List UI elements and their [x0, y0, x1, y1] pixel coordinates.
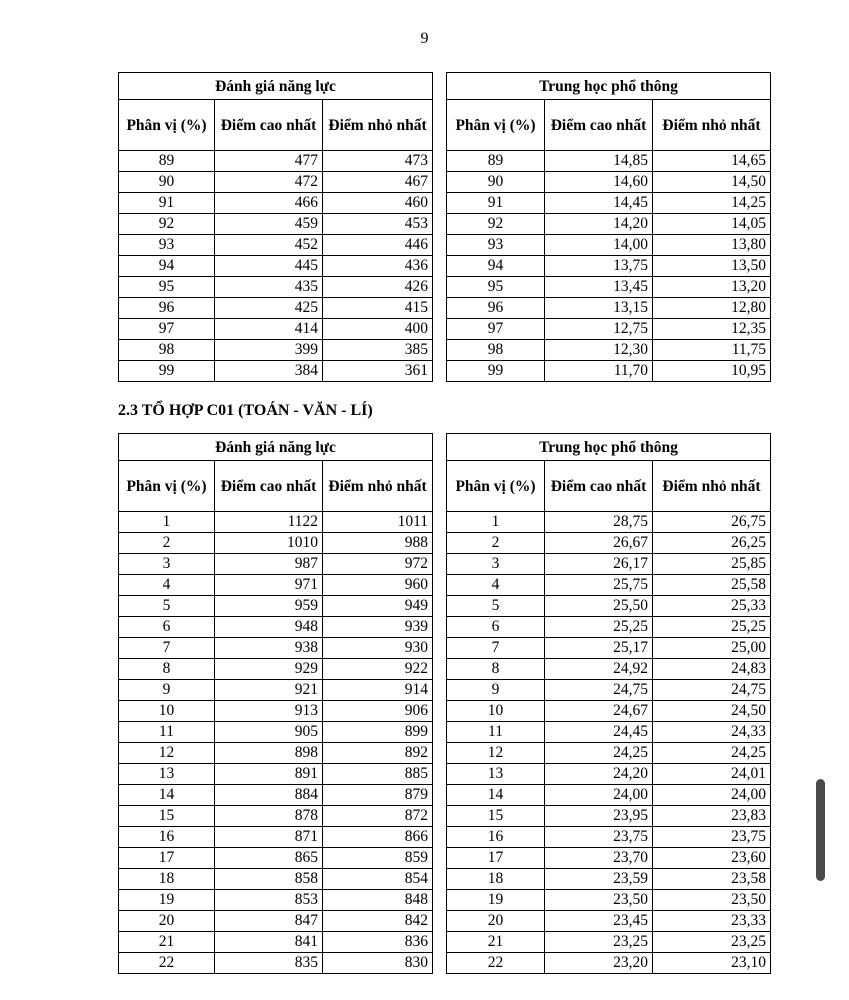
percentile-cell: 21 [447, 932, 545, 953]
min-score-cell: 26,75 [653, 512, 771, 533]
min-score-cell: 14,50 [653, 172, 771, 193]
col-header-min: Điểm nhỏ nhất [323, 461, 433, 512]
max-score-cell: 835 [215, 953, 323, 974]
max-score-cell: 24,75 [545, 680, 653, 701]
percentile-cell: 89 [119, 151, 215, 172]
col-header-max: Điểm cao nhất [545, 100, 653, 151]
max-score-cell: 25,50 [545, 596, 653, 617]
percentile-cell: 2 [119, 533, 215, 554]
max-score-cell: 865 [215, 848, 323, 869]
percentile-cell: 10 [447, 701, 545, 722]
table-title: Đánh giá năng lực [119, 434, 433, 461]
col-header-percentile: Phân vị (%) [119, 100, 215, 151]
max-score-cell: 24,45 [545, 722, 653, 743]
col-header-percentile: Phân vị (%) [119, 461, 215, 512]
min-score-cell: 385 [323, 340, 433, 361]
table-row [119, 298, 433, 319]
percentile-cell: 91 [119, 193, 215, 214]
max-score-cell: 23,95 [545, 806, 653, 827]
max-score-cell: 24,67 [545, 701, 653, 722]
percentile-cell: 91 [447, 193, 545, 214]
min-score-cell: 24,01 [653, 764, 771, 785]
max-score-cell: 425 [215, 298, 323, 319]
max-score-cell: 913 [215, 701, 323, 722]
min-score-cell: 988 [323, 533, 433, 554]
table-row [447, 827, 771, 848]
percentile-cell: 11 [447, 722, 545, 743]
table-row [447, 361, 771, 382]
table-dgnl-c01 [118, 433, 433, 974]
min-score-cell: 24,50 [653, 701, 771, 722]
percentile-cell: 3 [119, 554, 215, 575]
max-score-cell: 11,70 [545, 361, 653, 382]
max-score-cell: 959 [215, 596, 323, 617]
col-header-min: Điểm nhỏ nhất [653, 100, 771, 151]
percentile-cell: 16 [447, 827, 545, 848]
table-row [447, 151, 771, 172]
max-score-cell: 891 [215, 764, 323, 785]
max-score-cell: 414 [215, 319, 323, 340]
percentile-cell: 96 [119, 298, 215, 319]
max-score-cell: 452 [215, 235, 323, 256]
table-row [119, 869, 433, 890]
max-score-cell: 26,67 [545, 533, 653, 554]
min-score-cell: 879 [323, 785, 433, 806]
max-score-cell: 921 [215, 680, 323, 701]
max-score-cell: 23,59 [545, 869, 653, 890]
table-row [119, 785, 433, 806]
percentile-cell: 15 [119, 806, 215, 827]
max-score-cell: 841 [215, 932, 323, 953]
table-row [119, 512, 433, 533]
percentile-cell: 4 [119, 575, 215, 596]
percentile-cell: 14 [447, 785, 545, 806]
percentile-cell: 13 [447, 764, 545, 785]
percentile-cell: 97 [447, 319, 545, 340]
max-score-cell: 23,25 [545, 932, 653, 953]
max-score-cell: 938 [215, 638, 323, 659]
table-row [119, 701, 433, 722]
min-score-cell: 23,58 [653, 869, 771, 890]
max-score-cell: 24,20 [545, 764, 653, 785]
table-row [119, 722, 433, 743]
table-row [119, 533, 433, 554]
max-score-cell: 871 [215, 827, 323, 848]
table-row [447, 214, 771, 235]
max-score-cell: 13,15 [545, 298, 653, 319]
table-row [447, 764, 771, 785]
min-score-cell: 25,85 [653, 554, 771, 575]
table-row [447, 319, 771, 340]
table-row [119, 575, 433, 596]
min-score-cell: 12,35 [653, 319, 771, 340]
min-score-cell: 11,75 [653, 340, 771, 361]
min-score-cell: 972 [323, 554, 433, 575]
max-score-cell: 1010 [215, 533, 323, 554]
percentile-cell: 8 [119, 659, 215, 680]
min-score-cell: 848 [323, 890, 433, 911]
max-score-cell: 23,70 [545, 848, 653, 869]
min-score-cell: 23,10 [653, 953, 771, 974]
percentile-cell: 98 [447, 340, 545, 361]
min-score-cell: 460 [323, 193, 433, 214]
table-row [119, 743, 433, 764]
max-score-cell: 23,45 [545, 911, 653, 932]
table-row [119, 151, 433, 172]
min-score-cell: 24,83 [653, 659, 771, 680]
min-score-cell: 1011 [323, 512, 433, 533]
percentile-cell: 93 [447, 235, 545, 256]
percentile-cell: 11 [119, 722, 215, 743]
max-score-cell: 459 [215, 214, 323, 235]
min-score-cell: 26,25 [653, 533, 771, 554]
min-score-cell: 23,83 [653, 806, 771, 827]
table-row [447, 680, 771, 701]
table-row [447, 235, 771, 256]
max-score-cell: 929 [215, 659, 323, 680]
percentile-cell: 8 [447, 659, 545, 680]
table-title: Trung học phổ thông [447, 434, 771, 461]
max-score-cell: 987 [215, 554, 323, 575]
percentile-cell: 5 [119, 596, 215, 617]
min-score-cell: 23,33 [653, 911, 771, 932]
max-score-cell: 853 [215, 890, 323, 911]
min-score-cell: 446 [323, 235, 433, 256]
max-score-cell: 12,75 [545, 319, 653, 340]
table-row [447, 256, 771, 277]
max-score-cell: 898 [215, 743, 323, 764]
percentile-cell: 10 [119, 701, 215, 722]
max-score-cell: 14,85 [545, 151, 653, 172]
percentile-cell: 1 [447, 512, 545, 533]
min-score-cell: 14,65 [653, 151, 771, 172]
min-score-cell: 836 [323, 932, 433, 953]
table-row [447, 277, 771, 298]
min-score-cell: 467 [323, 172, 433, 193]
percentile-cell: 13 [119, 764, 215, 785]
min-score-cell: 922 [323, 659, 433, 680]
table-row [447, 722, 771, 743]
max-score-cell: 905 [215, 722, 323, 743]
min-score-cell: 473 [323, 151, 433, 172]
min-score-cell: 960 [323, 575, 433, 596]
min-score-cell: 426 [323, 277, 433, 298]
max-score-cell: 399 [215, 340, 323, 361]
min-score-cell: 23,75 [653, 827, 771, 848]
min-score-cell: 939 [323, 617, 433, 638]
table-row [447, 932, 771, 953]
max-score-cell: 24,25 [545, 743, 653, 764]
percentile-cell: 17 [447, 848, 545, 869]
percentile-cell: 6 [447, 617, 545, 638]
table-row [447, 701, 771, 722]
max-score-cell: 26,17 [545, 554, 653, 575]
percentile-cell: 89 [447, 151, 545, 172]
percentile-cell: 94 [119, 256, 215, 277]
table-row [119, 256, 433, 277]
max-score-cell: 25,75 [545, 575, 653, 596]
percentile-cell: 18 [447, 869, 545, 890]
min-score-cell: 24,00 [653, 785, 771, 806]
max-score-cell: 14,45 [545, 193, 653, 214]
table-row [119, 319, 433, 340]
min-score-cell: 12,80 [653, 298, 771, 319]
col-header-min: Điểm nhỏ nhất [653, 461, 771, 512]
table-row [119, 193, 433, 214]
percentile-cell: 92 [447, 214, 545, 235]
section-title: 2.3 TỔ HỢP C01 (TOÁN - VĂN - LÍ) [118, 402, 373, 419]
percentile-cell: 7 [447, 638, 545, 659]
min-score-cell: 436 [323, 256, 433, 277]
percentile-cell: 17 [119, 848, 215, 869]
min-score-cell: 906 [323, 701, 433, 722]
max-score-cell: 971 [215, 575, 323, 596]
percentile-cell: 94 [447, 256, 545, 277]
table-row [447, 659, 771, 680]
max-score-cell: 23,20 [545, 953, 653, 974]
percentile-cell: 12 [119, 743, 215, 764]
table-row [119, 235, 433, 256]
percentile-cell: 22 [119, 953, 215, 974]
table-row [447, 298, 771, 319]
percentile-cell: 92 [119, 214, 215, 235]
table-row [119, 848, 433, 869]
page-number: 9 [420, 30, 429, 47]
table-row [447, 554, 771, 575]
percentile-cell: 93 [119, 235, 215, 256]
percentile-cell: 95 [447, 277, 545, 298]
max-score-cell: 12,30 [545, 340, 653, 361]
min-score-cell: 859 [323, 848, 433, 869]
max-score-cell: 24,92 [545, 659, 653, 680]
table-row [447, 953, 771, 974]
min-score-cell: 25,33 [653, 596, 771, 617]
min-score-cell: 23,50 [653, 890, 771, 911]
table-row [119, 659, 433, 680]
max-score-cell: 28,75 [545, 512, 653, 533]
table-row [447, 785, 771, 806]
table-row [447, 638, 771, 659]
table-row [447, 890, 771, 911]
max-score-cell: 14,60 [545, 172, 653, 193]
col-header-min: Điểm nhỏ nhất [323, 100, 433, 151]
table-row [119, 277, 433, 298]
table-row [447, 193, 771, 214]
table-row [119, 638, 433, 659]
max-score-cell: 466 [215, 193, 323, 214]
min-score-cell: 25,58 [653, 575, 771, 596]
max-score-cell: 477 [215, 151, 323, 172]
col-header-percentile: Phân vị (%) [447, 461, 545, 512]
max-score-cell: 472 [215, 172, 323, 193]
percentile-cell: 99 [447, 361, 545, 382]
percentile-cell: 90 [447, 172, 545, 193]
min-score-cell: 866 [323, 827, 433, 848]
max-score-cell: 948 [215, 617, 323, 638]
min-score-cell: 13,50 [653, 256, 771, 277]
min-score-cell: 14,05 [653, 214, 771, 235]
percentile-cell: 99 [119, 361, 215, 382]
min-score-cell: 854 [323, 869, 433, 890]
percentile-cell: 18 [119, 869, 215, 890]
min-score-cell: 24,33 [653, 722, 771, 743]
table-row [119, 827, 433, 848]
percentile-cell: 21 [119, 932, 215, 953]
table-title: Trung học phổ thông [447, 73, 771, 100]
table-row [119, 617, 433, 638]
min-score-cell: 842 [323, 911, 433, 932]
table-row [447, 848, 771, 869]
table-row [119, 172, 433, 193]
table-row [119, 806, 433, 827]
min-score-cell: 892 [323, 743, 433, 764]
col-header-percentile: Phân vị (%) [447, 100, 545, 151]
table-thpt-c01 [446, 433, 771, 974]
min-score-cell: 453 [323, 214, 433, 235]
scrollbar-thumb[interactable] [816, 779, 825, 881]
percentile-cell: 6 [119, 617, 215, 638]
min-score-cell: 25,25 [653, 617, 771, 638]
percentile-cell: 5 [447, 596, 545, 617]
percentile-cell: 95 [119, 277, 215, 298]
table-row [447, 340, 771, 361]
min-score-cell: 872 [323, 806, 433, 827]
min-score-cell: 899 [323, 722, 433, 743]
table-row [119, 340, 433, 361]
max-score-cell: 13,75 [545, 256, 653, 277]
min-score-cell: 361 [323, 361, 433, 382]
table-row [447, 575, 771, 596]
percentile-cell: 16 [119, 827, 215, 848]
table-row [119, 953, 433, 974]
min-score-cell: 24,25 [653, 743, 771, 764]
table-row [119, 361, 433, 382]
percentile-cell: 3 [447, 554, 545, 575]
percentile-cell: 19 [119, 890, 215, 911]
table-row [119, 596, 433, 617]
max-score-cell: 25,25 [545, 617, 653, 638]
min-score-cell: 24,75 [653, 680, 771, 701]
max-score-cell: 445 [215, 256, 323, 277]
max-score-cell: 858 [215, 869, 323, 890]
table-row [447, 533, 771, 554]
max-score-cell: 23,75 [545, 827, 653, 848]
max-score-cell: 24,00 [545, 785, 653, 806]
table-row [447, 911, 771, 932]
table-row [447, 512, 771, 533]
min-score-cell: 930 [323, 638, 433, 659]
table-dgnl-top [118, 72, 433, 382]
percentile-cell: 20 [119, 911, 215, 932]
col-header-max: Điểm cao nhất [215, 100, 323, 151]
max-score-cell: 13,45 [545, 277, 653, 298]
percentile-cell: 9 [447, 680, 545, 701]
percentile-cell: 96 [447, 298, 545, 319]
min-score-cell: 914 [323, 680, 433, 701]
max-score-cell: 847 [215, 911, 323, 932]
max-score-cell: 884 [215, 785, 323, 806]
max-score-cell: 1122 [215, 512, 323, 533]
max-score-cell: 384 [215, 361, 323, 382]
min-score-cell: 14,25 [653, 193, 771, 214]
percentile-cell: 14 [119, 785, 215, 806]
table-row [119, 680, 433, 701]
percentile-cell: 22 [447, 953, 545, 974]
percentile-cell: 97 [119, 319, 215, 340]
min-score-cell: 13,80 [653, 235, 771, 256]
min-score-cell: 13,20 [653, 277, 771, 298]
percentile-cell: 1 [119, 512, 215, 533]
min-score-cell: 23,60 [653, 848, 771, 869]
min-score-cell: 25,00 [653, 638, 771, 659]
table-thpt-top [446, 72, 771, 382]
percentile-cell: 98 [119, 340, 215, 361]
percentile-cell: 2 [447, 533, 545, 554]
min-score-cell: 400 [323, 319, 433, 340]
min-score-cell: 23,25 [653, 932, 771, 953]
table-row [119, 890, 433, 911]
max-score-cell: 23,50 [545, 890, 653, 911]
col-header-max: Điểm cao nhất [545, 461, 653, 512]
percentile-cell: 20 [447, 911, 545, 932]
table-row [119, 932, 433, 953]
table-row [447, 869, 771, 890]
table-row [447, 596, 771, 617]
percentile-cell: 19 [447, 890, 545, 911]
min-score-cell: 10,95 [653, 361, 771, 382]
percentile-cell: 90 [119, 172, 215, 193]
table-row [119, 911, 433, 932]
min-score-cell: 949 [323, 596, 433, 617]
table-row [119, 554, 433, 575]
min-score-cell: 830 [323, 953, 433, 974]
col-header-max: Điểm cao nhất [215, 461, 323, 512]
percentile-cell: 15 [447, 806, 545, 827]
percentile-cell: 7 [119, 638, 215, 659]
max-score-cell: 878 [215, 806, 323, 827]
table-row [447, 806, 771, 827]
min-score-cell: 415 [323, 298, 433, 319]
table-row [447, 172, 771, 193]
max-score-cell: 14,00 [545, 235, 653, 256]
min-score-cell: 885 [323, 764, 433, 785]
table-row [119, 214, 433, 235]
table-title: Đánh giá năng lực [119, 73, 433, 100]
percentile-cell: 4 [447, 575, 545, 596]
max-score-cell: 435 [215, 277, 323, 298]
max-score-cell: 14,20 [545, 214, 653, 235]
table-row [447, 743, 771, 764]
percentile-cell: 12 [447, 743, 545, 764]
table-row [447, 617, 771, 638]
max-score-cell: 25,17 [545, 638, 653, 659]
percentile-cell: 9 [119, 680, 215, 701]
table-row [119, 764, 433, 785]
